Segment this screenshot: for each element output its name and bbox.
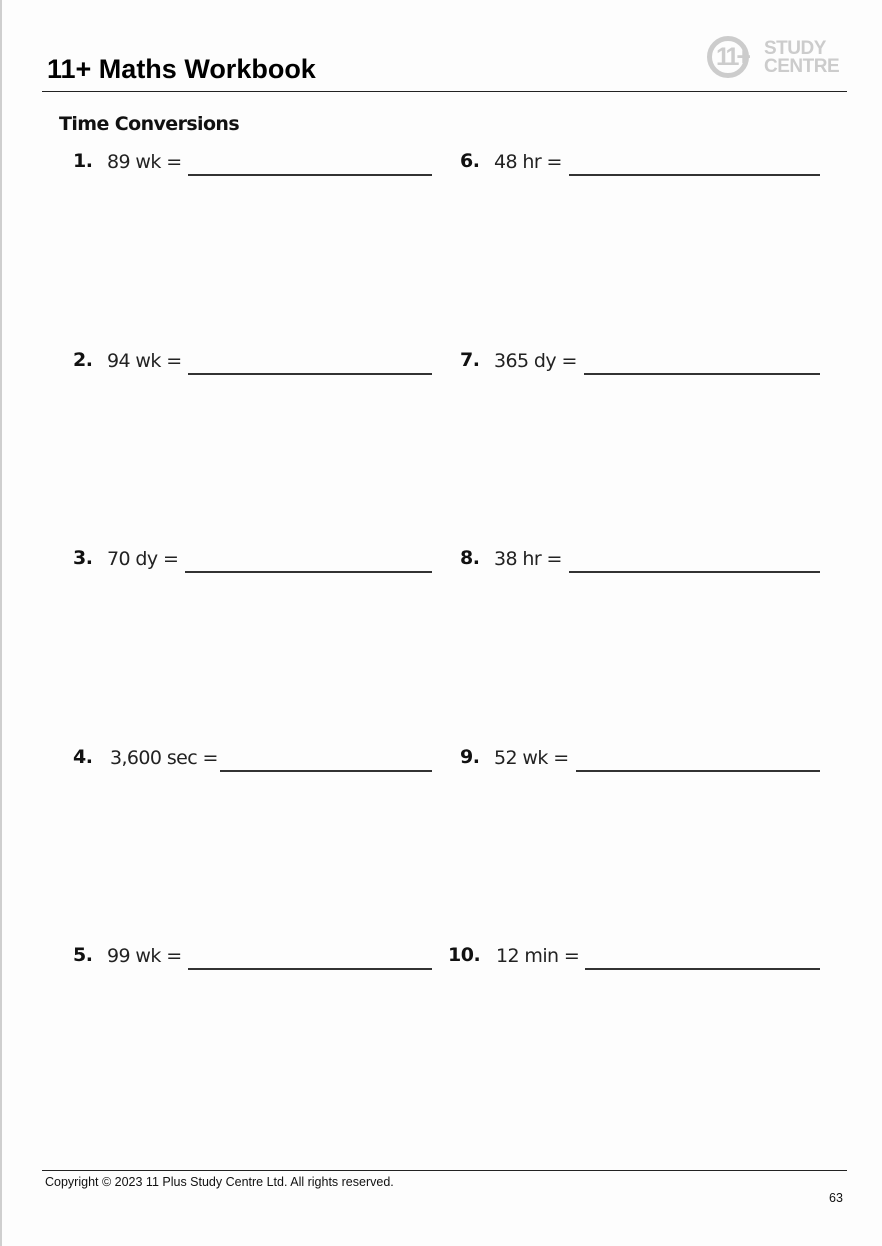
question-10: [0, 944, 882, 974]
footer-divider: [42, 1170, 847, 1171]
question-expression: 52 wk =: [494, 747, 569, 769]
question-expression: 70 dy =: [107, 548, 179, 570]
question-number: 10.: [448, 944, 481, 966]
logo-mark: 11+: [716, 43, 749, 71]
question-expression: 12 min =: [496, 945, 580, 967]
page-title: 11+ Maths Workbook: [47, 54, 316, 84]
question-number: 5.: [73, 944, 93, 966]
question-number: 4.: [73, 746, 93, 768]
question-expression: 89 wk =: [107, 151, 182, 173]
question-number: 9.: [460, 746, 480, 768]
answer-line[interactable]: [576, 770, 820, 772]
question-number: 6.: [460, 150, 480, 172]
header-divider: [42, 91, 847, 92]
question-number: 1.: [73, 150, 93, 172]
page-number: 63: [829, 1191, 843, 1205]
question-number: 3.: [73, 547, 93, 569]
question-expression: 48 hr =: [494, 151, 562, 173]
logo-line-2: CENTRE: [764, 56, 840, 77]
section-title: Time Conversions: [59, 113, 240, 135]
answer-line[interactable]: [569, 571, 820, 573]
question-number: 8.: [460, 547, 480, 569]
question-9: [0, 746, 882, 776]
question-expression: 94 wk =: [107, 350, 182, 372]
question-8: [0, 547, 882, 577]
question-7: [0, 349, 882, 379]
study-centre-logo: [707, 34, 847, 88]
logo-line-1: STUDY: [764, 38, 826, 59]
answer-line[interactable]: [585, 968, 820, 970]
question-expression: 99 wk =: [107, 945, 182, 967]
logo-text: [764, 40, 839, 76]
question-number: 7.: [460, 349, 480, 371]
question-number: 2.: [73, 349, 93, 371]
question-expression: 3,600 sec =: [110, 747, 218, 769]
page-left-edge: [0, 0, 2, 1246]
question-6: [0, 150, 882, 180]
answer-line[interactable]: [569, 174, 820, 176]
question-expression: 365 dy =: [494, 350, 577, 372]
answer-line[interactable]: [584, 373, 820, 375]
question-expression: 38 hr =: [494, 548, 562, 570]
copyright-notice: Copyright © 2023 11 Plus Study Centre Ltd. All rights reserved.: [45, 1175, 394, 1189]
